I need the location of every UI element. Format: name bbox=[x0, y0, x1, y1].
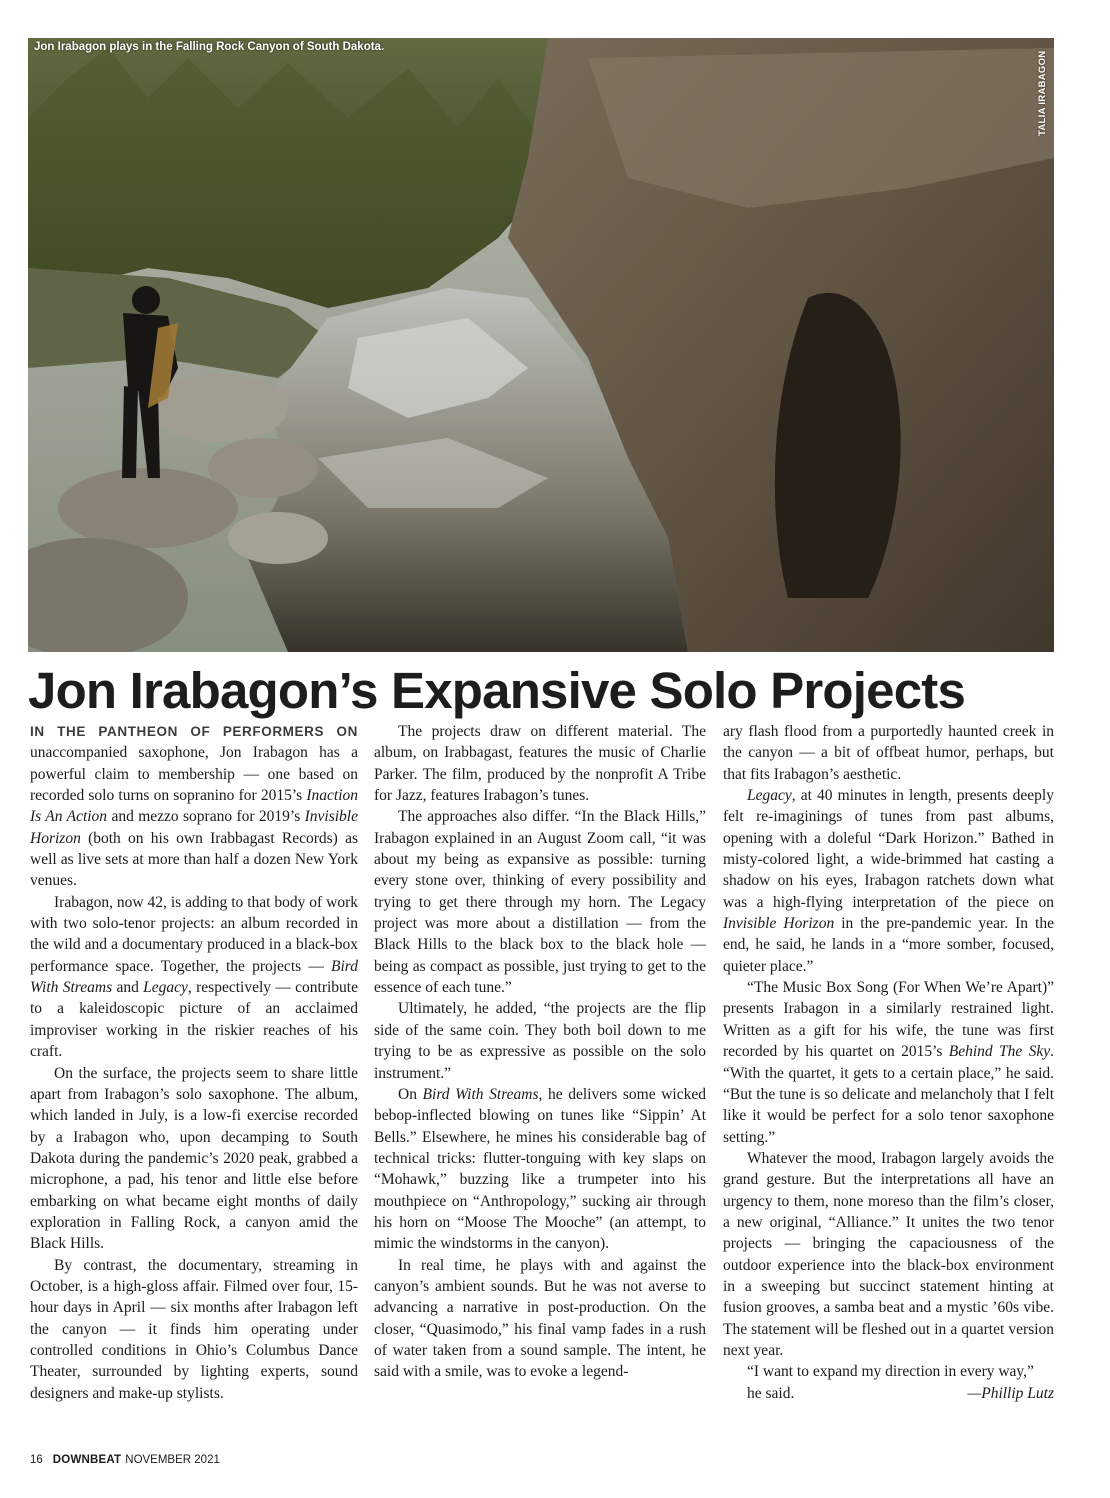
text-run: On bbox=[398, 1085, 423, 1103]
article-photo bbox=[28, 38, 1054, 652]
film-title: Legacy bbox=[143, 979, 188, 997]
paragraph: Whatever the mood, Irabagon largely avoids the grand gesture. But the interpretations all have an urgency to them, none moreso than the film’s closer, a new original, “Alliance.” It unites the two tenor projects — bringing the capaciousness of the outdoor experience into the black-box environment in a sweeping but succinct statement hinting at fusion grooves, a samba beat and a mystic ’60s vibe. The statement will be fleshed out in a quartet version next year. bbox=[723, 1149, 1054, 1359]
paragraph: The projects draw on different material. The album, on Irabbagast, features the music of Charlie Parker. The film, produced by the nonprofit A Tribe for Jazz, features Irabagon’s tunes. bbox=[374, 723, 706, 805]
page-number: 16 bbox=[30, 1454, 43, 1466]
film-title: Legacy bbox=[747, 787, 792, 805]
text-run: unaccompanied saxophone, Jon Irabagon has a powerful claim to membership — one based on recorded solo turns on sopranino for 2015’s bbox=[30, 744, 358, 805]
text-run: , respectively — contribute to a kaleidoscopic picture of an acclaimed improviser working in the riskier reaches of his craft. bbox=[30, 979, 358, 1061]
article-column-3 bbox=[723, 721, 1054, 1404]
album-title: Behind The Sky bbox=[948, 1043, 1051, 1061]
issue-date: NOVEMBER 2021 bbox=[125, 1454, 220, 1466]
article-headline: Jon Irabagon’s Expansive Solo Projects bbox=[28, 662, 966, 719]
page-footer bbox=[30, 1454, 220, 1466]
text-run: , he delivers some wicked bebop-inflected blowing on tunes like “Sippin’ At Bells.” Elsewhere, he mines his considerable bag of technical tricks: flutter-tonguing with key slaps on “Mohawk,” buzzing like a trumpeter into his mouthpiece on “Anthropology,” sucking air through his horn on “Moose The Mooche” (an attempt, to mimic the windstorms in the canyon). bbox=[374, 1085, 706, 1253]
album-title: Bird With Streams bbox=[30, 957, 358, 997]
paragraph bbox=[723, 977, 1054, 1148]
closing-line bbox=[723, 1383, 1054, 1404]
paragraph: Ultimately, he added, “the projects are the flip side of the same coin. They both boil down to me trying to be as expressive as possible on the solo instrument.” bbox=[374, 1000, 706, 1082]
magazine-name: DOWNBEAT bbox=[52, 1454, 122, 1466]
article-column-2 bbox=[374, 721, 706, 1383]
text-run: Irabagon, now 42, is adding to that body of work with two solo-tenor projects: an album recorded in the wild and a documentary produced in a black-box performance space. Together, the projects — bbox=[30, 893, 358, 975]
album-title: Inaction Is An Action bbox=[30, 787, 358, 826]
text-run: , at 40 minutes in length, presents deeply felt re-imaginings of tunes from past albums, opening with a doleful “Dark Horizon.” Bathed in misty-colored light, a wide-brimmed hat casting a shadow on his eyes, Irabagon ratchets down what was a high-flying interpretation of the piece on bbox=[723, 787, 1054, 911]
paragraph: By contrast, the documentary, streaming in October, is a high-gloss affair. Filmed over four, 15-hour days in April — six months after Irabagon left the canyon — it finds him operating under controlled conditions in Ohio’s Columbus Dance Theater, surrounded by lighting experts, sound designers and make-up stylists. bbox=[30, 1256, 358, 1402]
text-run: (both on his own Irabbagast Records) as well as live sets at more than half a dozen New York venues. bbox=[30, 829, 358, 890]
photo-credit: TALIA IRABAGON bbox=[1037, 50, 1048, 136]
paragraph: ary flash flood from a purportedly haunted creek in the canyon — a bit of offbeat humor, perhaps, but that fits Irabagon’s aesthetic. bbox=[723, 723, 1054, 783]
text-run: “The Music Box Song (For When We’re Apart)” presents Irabagon in a similarly restrained light. Written as a gift for his wife, the tune was first recorded by his quartet on 2015’s bbox=[723, 979, 1054, 1061]
paragraph: On the surface, the projects seem to share little apart from Irabagon’s solo saxophone. The album, which landed in July, is a low-fi exercise recorded by a Irabagon who, upon decamping to South Dakota during the pandemic’s 2020 peak, grabbed a microphone, a pad, his tenor and little else before embarking on what became eight months of daily exploration in Falling Rock, a canyon amid the Black Hills. bbox=[30, 1064, 358, 1253]
paragraph bbox=[723, 785, 1054, 977]
text-run: and bbox=[112, 979, 144, 997]
paragraph: In real time, he plays with and against the canyon’s ambient sounds. But he was not averse to advancing a narrative in post-production. On the closer, “Quasimodo,” his final vamp fades in a rush of water taken from a sound sample. The intent, he said with a smile, was to evoke a legend- bbox=[374, 1256, 706, 1381]
text-run: and mezzo soprano for 2019’s bbox=[107, 808, 305, 826]
album-title: Bird With Streams bbox=[422, 1085, 539, 1103]
article-column-1 bbox=[30, 721, 358, 1404]
text-run: in the pre-pandemic year. In the end, he said, he lands in a “more somber, focused, quieter place.” bbox=[723, 915, 1054, 975]
lead-in: IN THE PANTHEON OF PERFORMERS ON bbox=[30, 724, 358, 739]
photo-caption: Jon Irabagon plays in the Falling Rock Canyon of South Dakota. bbox=[34, 41, 385, 53]
paragraph: The approaches also differ. “In the Black Hills,” Irabagon explained in an August Zoom call, “it was about my being as expansive as possible: turning every stone over, thinking of every possibility and trying to get there through my horn. The Legacy project was more about a distillation — from the Black Hills to the black box to the black hole — being as compact as possible, just trying to get to the essence of each tune.” bbox=[374, 808, 706, 997]
text-run: he said. bbox=[747, 1384, 795, 1402]
text-run: . “With the quartet, it gets to a certain place,” he said. “But the tune is so delicate and melancholy that I felt like it would be perfect for a solo tenor saxophone setting.” bbox=[723, 1043, 1054, 1146]
paragraph bbox=[30, 721, 358, 892]
paragraph bbox=[30, 892, 358, 1063]
album-title: Invisible Horizon bbox=[30, 808, 358, 847]
album-title: Invisible Horizon bbox=[723, 915, 835, 933]
paragraph bbox=[374, 1084, 706, 1255]
paragraph: “I want to expand my direction in every way,” bbox=[747, 1363, 1034, 1381]
canyon-photo-illustration bbox=[28, 38, 1054, 652]
byline: —Phillip Lutz bbox=[967, 1384, 1054, 1402]
